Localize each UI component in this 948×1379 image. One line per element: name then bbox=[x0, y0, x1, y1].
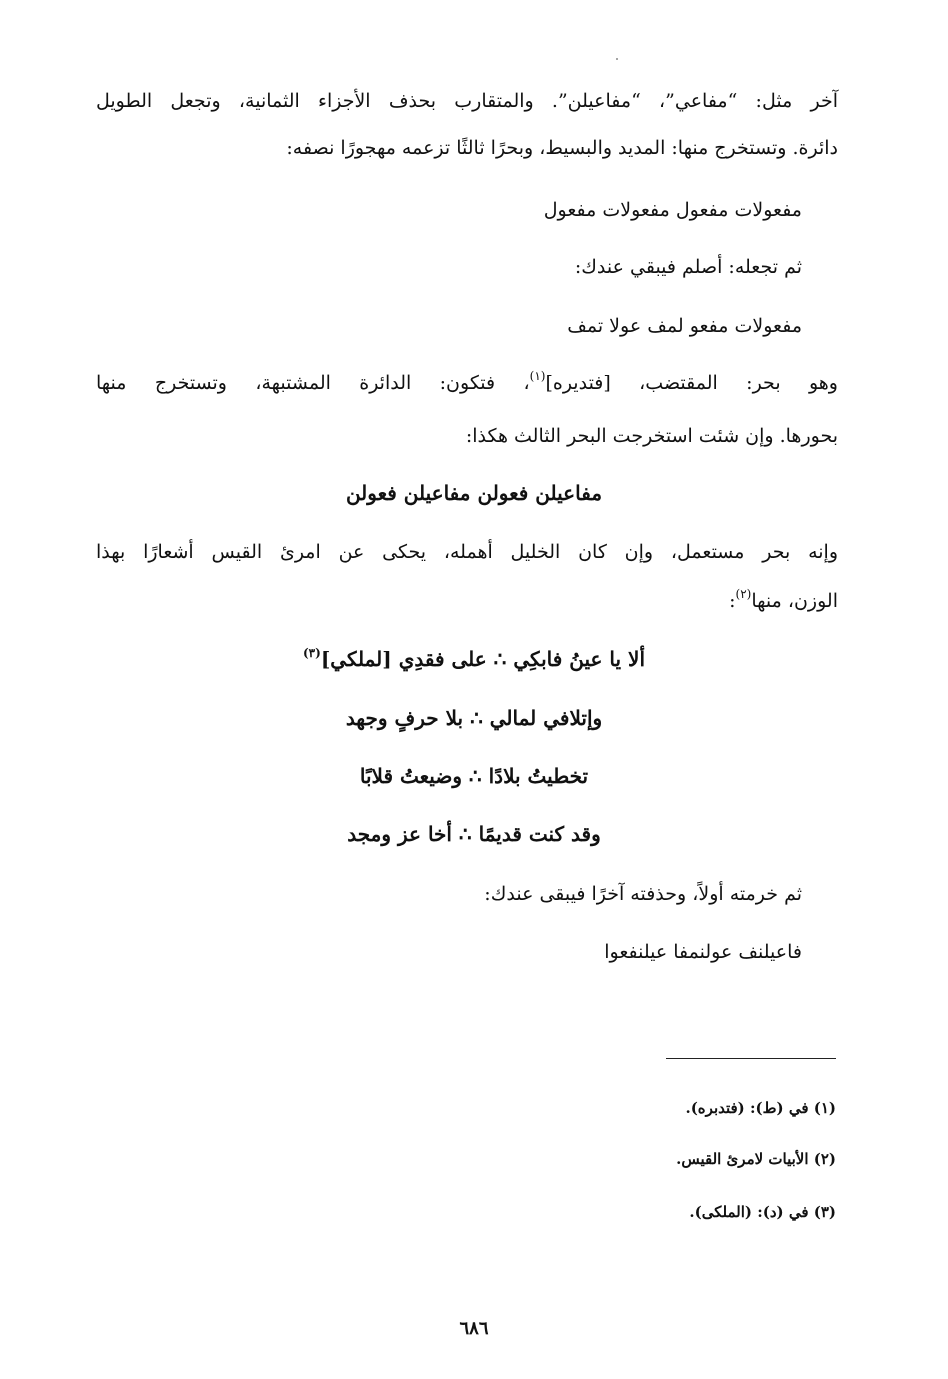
body-line-7-text: الوزن، منها bbox=[751, 590, 838, 612]
verse-3: تخطيتُ بلادًا ∴ وضيعتُ قلابًا bbox=[359, 764, 589, 788]
verse-2: وإتلافي لمالي ∴ بلا حرفٍ وجهد bbox=[345, 706, 603, 730]
meter-pattern-3: مفاعيلن فعولن مفاعيلن فعولن bbox=[345, 481, 603, 505]
body-line-6: وإنه بحر مستعمل، وإن كان الخليل أهمله، يحكى عن امرئ القيس أشعارًا بهذا bbox=[96, 541, 838, 563]
footnote-2: (٢) الأبيات لامرئ القيس. bbox=[676, 1150, 836, 1168]
meter-pattern-2: مفعولات مفعو لمف عولا تمف bbox=[567, 315, 802, 337]
body-line-4-part-a: وهو بحر: المقتضب، [فتديره] bbox=[545, 372, 838, 394]
footnote-separator bbox=[666, 1058, 836, 1059]
body-line-4 bbox=[96, 369, 838, 397]
footnote-ref-2: (٢) bbox=[735, 587, 752, 601]
verse-1 bbox=[0, 645, 948, 673]
body-line-4-part-b: ، فتكون: الدائرة المشتبهة، وتستخرج منها bbox=[96, 372, 530, 394]
footnote-ref-3: (٣) bbox=[302, 646, 321, 660]
meter-pattern-4: فاعيلنف عولنمفا عيلنفعوا bbox=[604, 941, 802, 963]
verse-1-text: ألا يا عينُ فابكِي ∴ على فقدِي [لملكي] bbox=[320, 647, 646, 671]
page-number: ٦٨٦ bbox=[459, 1318, 489, 1339]
body-line-3: ثم تجعله: أصلم فيبقي عندك: bbox=[574, 256, 802, 278]
body-line-7 bbox=[729, 587, 838, 615]
footnote-3: (٣) في (د): (الملكى). bbox=[689, 1203, 836, 1221]
body-line-5: بحورها. وإن شئت استخرجت البحر الثالث هكذا: bbox=[465, 425, 838, 447]
body-line-2: دائرة. وتستخرج منها: المديد والبسيط، وبحرًا ثالثًا تزعمه مهجورًا نصفه: bbox=[286, 137, 838, 159]
meter-pattern-1: مفعولات مفعول مفعولات مفعول bbox=[543, 199, 802, 221]
verse-4: وقد كنت قديمًا ∴ أخا عز ومجد bbox=[347, 822, 601, 846]
body-line-7-colon: : bbox=[729, 590, 736, 612]
scan-speck bbox=[616, 58, 618, 60]
body-line-8: ثم خرمته أولاً، وحذفته آخرًا فيبقى عندك: bbox=[484, 883, 802, 905]
body-line-1: آخر مثل: “مفاعي”، “مفاعيلن”. والمتقارب بحذف الأجزاء الثمانية، وتجعل الطويل bbox=[96, 90, 838, 112]
footnote-1: (١) في (ط): (فتدبره). bbox=[685, 1099, 836, 1117]
footnote-ref-1: (١) bbox=[529, 369, 546, 383]
